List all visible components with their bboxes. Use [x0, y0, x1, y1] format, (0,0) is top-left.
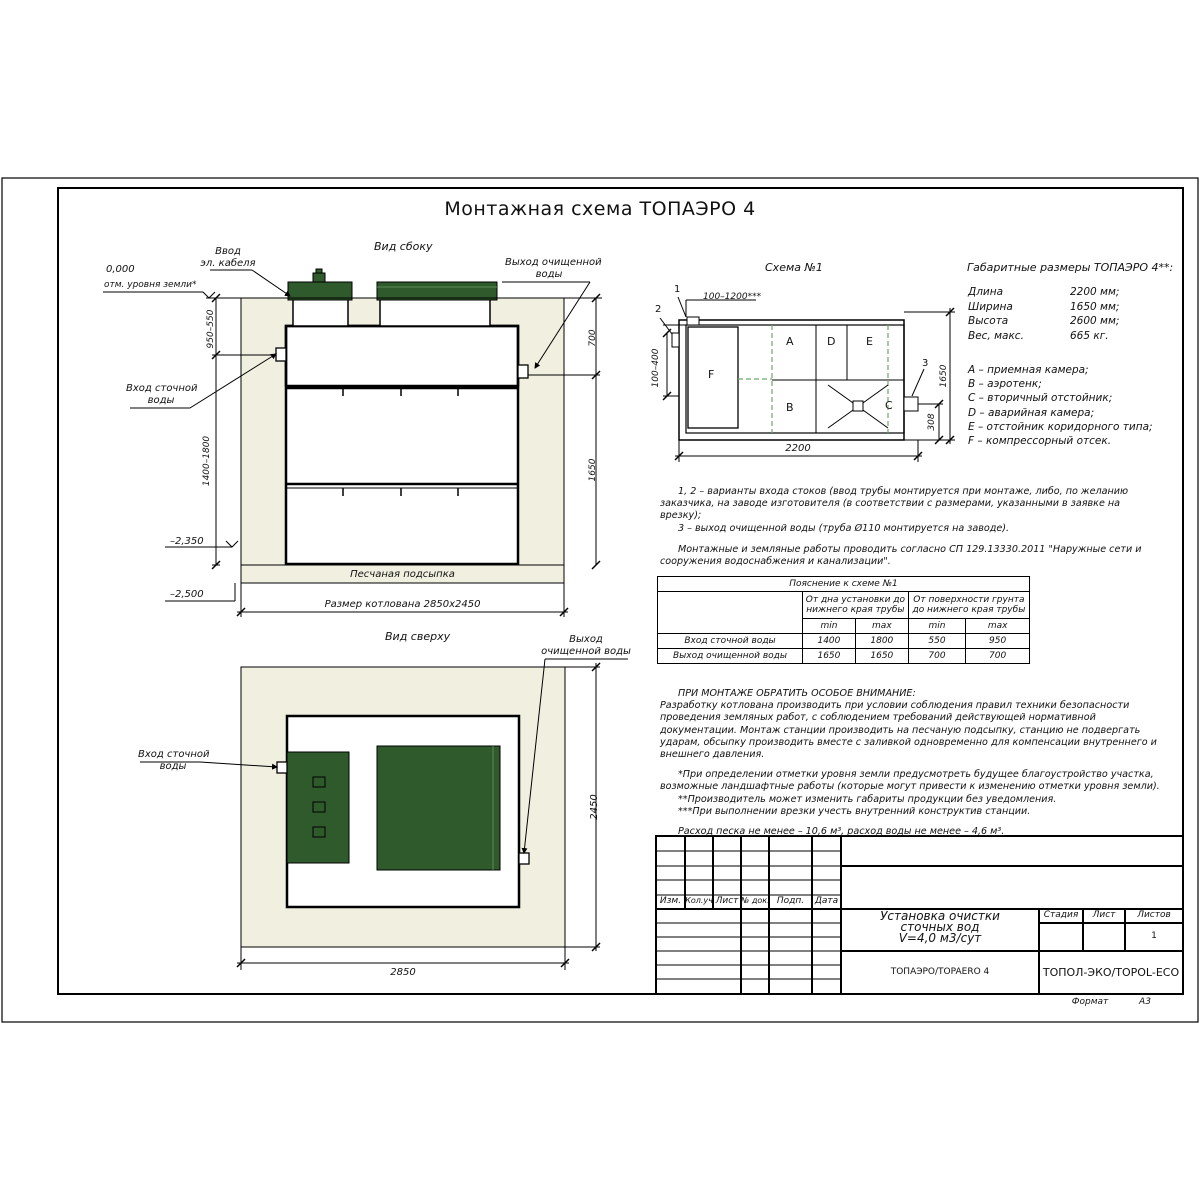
zone-c: C: [885, 399, 893, 412]
attention-tapping: ***При выполнении врезки учесть внутренний конструктив станции.: [678, 805, 1031, 817]
table-min: min: [908, 619, 965, 634]
pit-size-label: Размер котлована 2850х2450: [324, 599, 481, 610]
side-view: [103, 269, 602, 617]
top-outlet-label-1: Выход: [569, 634, 603, 645]
dim-row-length: Длина 2200 мм;: [968, 286, 1120, 298]
top-outlet-label-2: очищенной воды: [541, 646, 631, 657]
stamp-sheet: Лист: [1092, 910, 1116, 920]
callout-2: 2: [655, 304, 662, 315]
dimensions-list: [968, 285, 1119, 343]
installation-notes: [660, 486, 1160, 568]
format-label: Формат: [1071, 997, 1109, 1007]
zone-legend: [968, 363, 1153, 448]
zone-f: F: [708, 368, 715, 381]
stamp-col-izm: Изм.: [659, 896, 682, 906]
stamp-product-name: Установка очистки сточных вод V=4,0 м3/сут: [880, 909, 1000, 945]
level-bottom: –2,350: [170, 536, 204, 547]
ground-level-value: 0,000: [106, 264, 135, 275]
table-max: max: [855, 619, 908, 634]
legend-item: В – аэротенк;: [968, 378, 1042, 391]
zone-e: E: [866, 335, 873, 348]
format-value: А3: [1139, 997, 1151, 1007]
table-caption: Пояснение к схеме №1: [658, 577, 1030, 592]
legend-item: E – отстойник коридорного типа;: [968, 420, 1153, 433]
dim-inlet-height: 1400–1800: [202, 435, 212, 487]
dimensions-heading: Габаритные размеры ТОПАЭРО 4**:: [967, 261, 1174, 274]
zone-b: B: [786, 401, 794, 414]
dim-inlet-depth: 950–550: [206, 309, 216, 349]
table-group-1: От дна установки до нижнего края трубы: [803, 592, 909, 619]
stamp-company: ТОПОЛ-ЭКО/TOPOL-ECO: [1042, 966, 1180, 979]
note-outlet: 3 – выход очищенной воды (труба Ø110 монтируется на заводе).: [678, 522, 1010, 534]
note-inlet-variants: 1, 2 – варианты входа стоков (ввод трубы монтируется при монтаже, либо, по желанию заказчика, на заводе изготовителя (в соответствии с размерами, указанными в заявке на врезку);: [660, 486, 1129, 522]
table-corner: [658, 592, 803, 634]
stamp-stage: Стадия: [1043, 910, 1079, 920]
dim-scheme-top: 100–1200***: [703, 292, 762, 302]
top-inlet-label-2: воды: [159, 761, 187, 772]
top-view-heading: Вид сверху: [385, 630, 451, 643]
stamp-sheets: Листов: [1137, 910, 1171, 920]
dim-top-width: 2850: [390, 967, 416, 978]
table-row: Вход сточной воды 1400 1800 550 950: [658, 634, 1030, 649]
sand-water-consumption: Расход песка не менее – 10,6 м³, расход воды не менее – 4,6 м³.: [678, 826, 1005, 838]
side-outlet-label-1: Выход очищенной: [505, 257, 602, 268]
table-group-2: От поверхности грунта до нижнего края трубы: [908, 592, 1029, 619]
top-inlet-label-1: Вход сточной: [138, 749, 210, 760]
legend-item: F – компрессорный отсек.: [968, 435, 1112, 448]
stamp-col-list: Лист: [715, 896, 739, 906]
dim-scheme-left: 100–400: [651, 348, 661, 388]
dim-scheme-length: 2200: [785, 443, 811, 454]
level-pit: –2,500: [170, 589, 204, 600]
scheme-explanation-table: [657, 576, 1030, 664]
sand-label: Песчаная подсыпка: [350, 569, 455, 580]
table-min: min: [803, 619, 856, 634]
table-max: max: [966, 619, 1030, 634]
stamp-col-date: Дата: [814, 896, 839, 906]
zone-a: A: [786, 335, 794, 348]
ground-level-label: отм. уровня земли*: [104, 280, 197, 290]
stamp-sheets-value: 1: [1151, 931, 1157, 941]
attention-notes: [660, 688, 1165, 838]
side-inlet-label-1: Вход сточной: [126, 383, 198, 394]
stamp-model: ТОПАЭРО/TOPAERO 4: [890, 967, 990, 977]
dim-row-weight: Вес, макс. 665 кг.: [968, 329, 1109, 342]
dim-row-height: Высота 2600 мм;: [968, 315, 1120, 327]
attention-pit: Разработку котлована производить при условии соблюдения правил техники безопасности проведения земляных работ, с соблюдением требований действующей нормативной документации. Монтаж станции производить на песчаную подсыпку, станцию не подвергать ударам, обсыпку производить вместе с заливкой одновременно для компенсации внутреннего и внешнего давления.: [660, 700, 1157, 761]
cable-label-2: эл. кабеля: [200, 258, 256, 269]
attention-heading: ПРИ МОНТАЖЕ ОБРАТИТЬ ОСОБОЕ ВНИМАНИЕ:: [678, 688, 916, 699]
side-outlet-label-2: воды: [535, 269, 563, 280]
scheme-1: [660, 297, 955, 462]
dim-row-width: Ширина 1650 мм;: [968, 300, 1120, 313]
dim-outlet-depth: 700: [588, 329, 598, 347]
legend-item: С – вторичный отстойник;: [968, 392, 1113, 405]
attention-ground-level: *При определении отметки уровня земли предусмотреть будущее благоустройство участка, возможные ландшафтные работы (которые могут привести к изменению отметки уровня земли).: [660, 769, 1160, 793]
dim-top-depth: 2450: [589, 794, 600, 820]
callout-3: 3: [922, 358, 929, 369]
zone-d: D: [827, 335, 836, 348]
dim-scheme-outlet: 308: [927, 413, 937, 431]
cable-label-1: Ввод: [215, 246, 241, 257]
stamp-col-doc: № док.: [741, 896, 770, 905]
page-title: Монтажная схема ТОПАЭРО 4: [444, 198, 756, 220]
callout-1: 1: [674, 284, 681, 295]
top-view: [140, 659, 628, 970]
stamp-col-kolvo: Кол.уч: [685, 896, 713, 905]
stamp-col-sign: Подп.: [776, 896, 805, 906]
dim-scheme-height: 1650: [939, 364, 949, 388]
side-inlet-label-2: воды: [147, 395, 175, 406]
dim-outlet-height: 1650: [588, 458, 598, 482]
attention-manufacturer: **Производитель может изменить габариты продукции без уведомления.: [678, 793, 1057, 805]
legend-item: А – приемная камера;: [968, 364, 1089, 376]
scheme-heading: Схема №1: [765, 261, 823, 274]
note-standard: Монтажные и земляные работы проводить согласно СП 129.13330.2011 "Наружные сети и сооружения водоснабжения и канализации".: [660, 543, 1142, 568]
table-row: Выход очищенной воды 1650 1650 700 700: [658, 649, 1030, 664]
side-view-heading: Вид сбоку: [374, 240, 433, 253]
legend-item: D – аварийная камера;: [968, 406, 1095, 419]
